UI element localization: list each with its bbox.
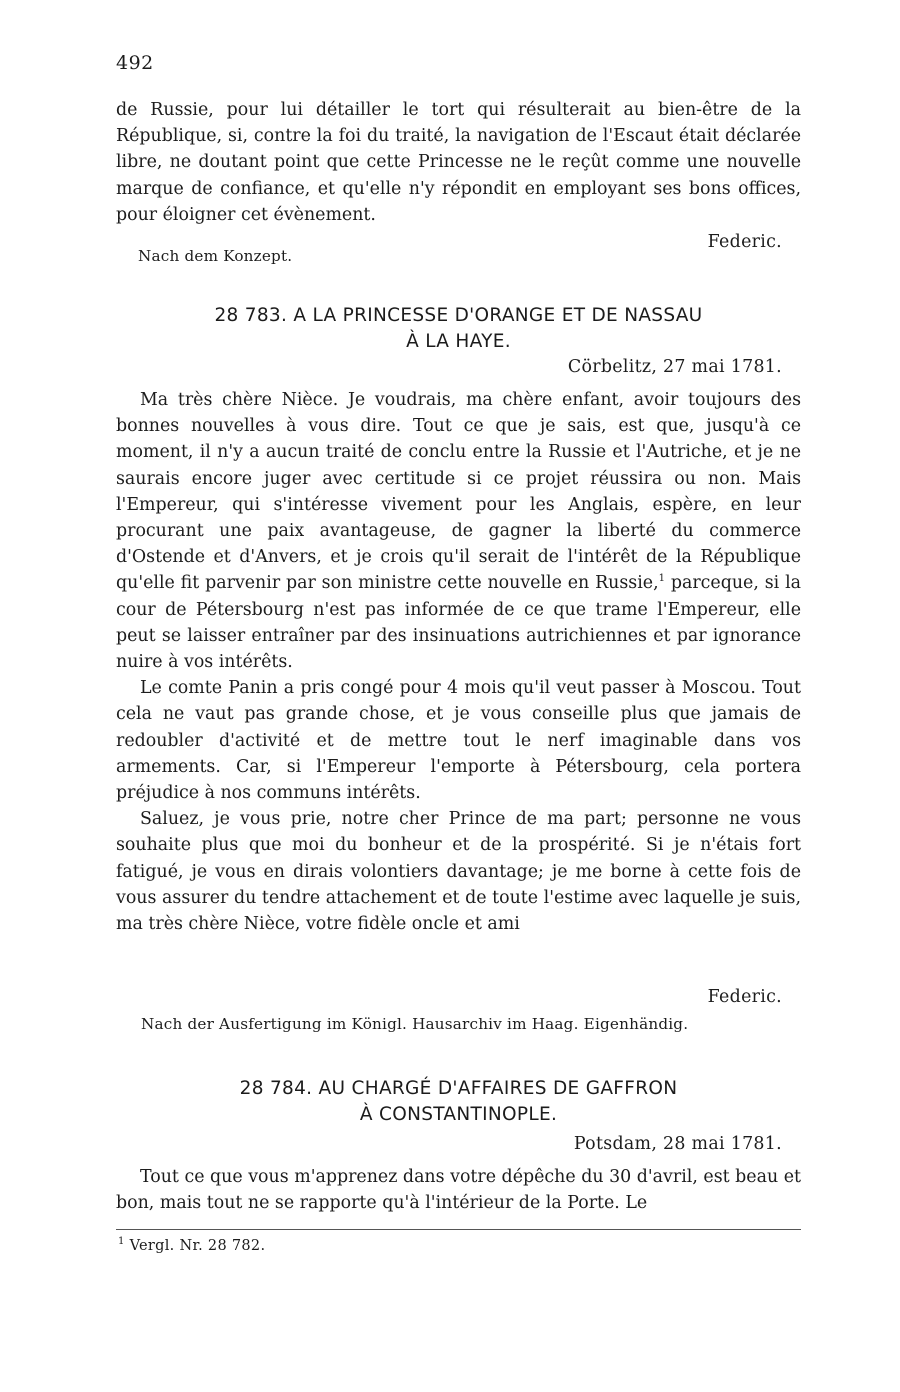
footnote-marker: 1 bbox=[118, 1236, 125, 1248]
letter-28784-heading bbox=[116, 1076, 801, 1128]
letter-28783-p1-before-note: Ma très chère Nièce. Je voudrais, ma chère enfant, avoir toujours des bonnes nouvelles à vous dire. Tout ce que je sais, est que, jusqu'à ce moment, il n'y a aucun traité de conclu entre la Russie et l'Autriche, et je ne saurais encore juger avec certitude si ce projet réussira ou non. Mais l'Empereur, qui s'intéresse vivement pour les Anglais, espère, en leur procurant une paix avantageuse, de gagner la liberté du commerce d'Ostende et d'Anvers, et je crois qu'il serait de l'intérêt de la République qu'elle fit parvenir par son ministre cette nouvelle en Russie, bbox=[116, 390, 801, 594]
continuation-text: de Russie, pour lui détailler le tort qui résulterait au bien-être de la République, si, contre la foi du traité, la navigation de l'Escaut était déclarée libre, ne doutant point que cette Princesse ne le reçût comme une nouvelle marque de confiance, et qu'elle n'y répondit en employant ses bons offices, pour éloigner cet évènement. bbox=[116, 100, 801, 225]
continuation-signature: Federic. bbox=[707, 232, 782, 252]
page-number: 492 bbox=[116, 52, 154, 74]
continuation-source-note: Nach dem Konzept. bbox=[138, 247, 293, 265]
letter-28784-dateline: Potsdam, 28 mai 1781. bbox=[573, 1134, 782, 1154]
letter-28783-signature: Federic. bbox=[707, 987, 782, 1007]
letter-28783-paragraph-3: Saluez, je vous prie, notre cher Prince de ma part; personne ne vous souhaite plus que moi du bonheur et de la prospérité. Si je n'étais fort fatigué, je vous en dirais volontiers davantage; je me borne à cette fois de vous assurer du tendre attachement et de toute l'estime avec laquelle je suis, ma très chère Nièce, votre fidèle oncle et ami bbox=[116, 809, 801, 935]
letter-28783-p1-after-note: parceque, si la cour de Pétersbourg n'est pas informée de ce que trame l'Empereur, elle peut se laisser entraîner par des insinuations autrichiennes et par ignorance nuire à vos intérêts. bbox=[116, 573, 801, 673]
footnote-reference: 1 bbox=[658, 573, 665, 585]
letter-28784-heading-line2: À CONSTANTINOPLE. bbox=[359, 1104, 558, 1125]
letter-28783-paragraph-2: Le comte Panin a pris congé pour 4 mois qu'il veut passer à Moscou. Tout cela ne vaut pas grande chose, et je vous conseille plus que jamais de redoubler d'activité et de mettre tout le nerf imaginable dans vos armements. Car, si l'Empereur l'emporte à Pétersbourg, cela portera préjudice à nos communs intérêts. bbox=[116, 678, 801, 804]
footnote bbox=[118, 1238, 265, 1254]
letter-28783-paragraph-1 bbox=[116, 387, 801, 675]
continuation-paragraph bbox=[116, 97, 801, 228]
letter-28784-body bbox=[116, 1164, 801, 1216]
letter-28784-paragraph-1: Tout ce que vous m'apprenez dans votre dépêche du 30 d'avril, est beau et bon, mais tout ne se rapporte qu'à l'intérieur de la Porte. Le bbox=[116, 1167, 801, 1214]
letter-28784-heading-line1: 28 784. AU CHARGÉ D'AFFAIRES DE GAFFRON bbox=[239, 1078, 678, 1099]
footnote-divider bbox=[116, 1229, 801, 1230]
letter-28783-dateline: Cörbelitz, 27 mai 1781. bbox=[567, 357, 782, 377]
letter-28783-heading-line2: À LA HAYE. bbox=[406, 331, 511, 352]
letter-28783-heading bbox=[116, 303, 801, 355]
letter-28783-heading-line1: 28 783. A LA PRINCESSE D'ORANGE ET DE NASSAU bbox=[214, 305, 703, 326]
letter-28783-body bbox=[116, 387, 801, 937]
footnote-text: Vergl. Nr. 28 782. bbox=[124, 1238, 266, 1254]
letter-28783-source-note: Nach der Ausfertigung im Königl. Hausarchiv im Haag. Eigenhändig. bbox=[141, 1015, 689, 1033]
